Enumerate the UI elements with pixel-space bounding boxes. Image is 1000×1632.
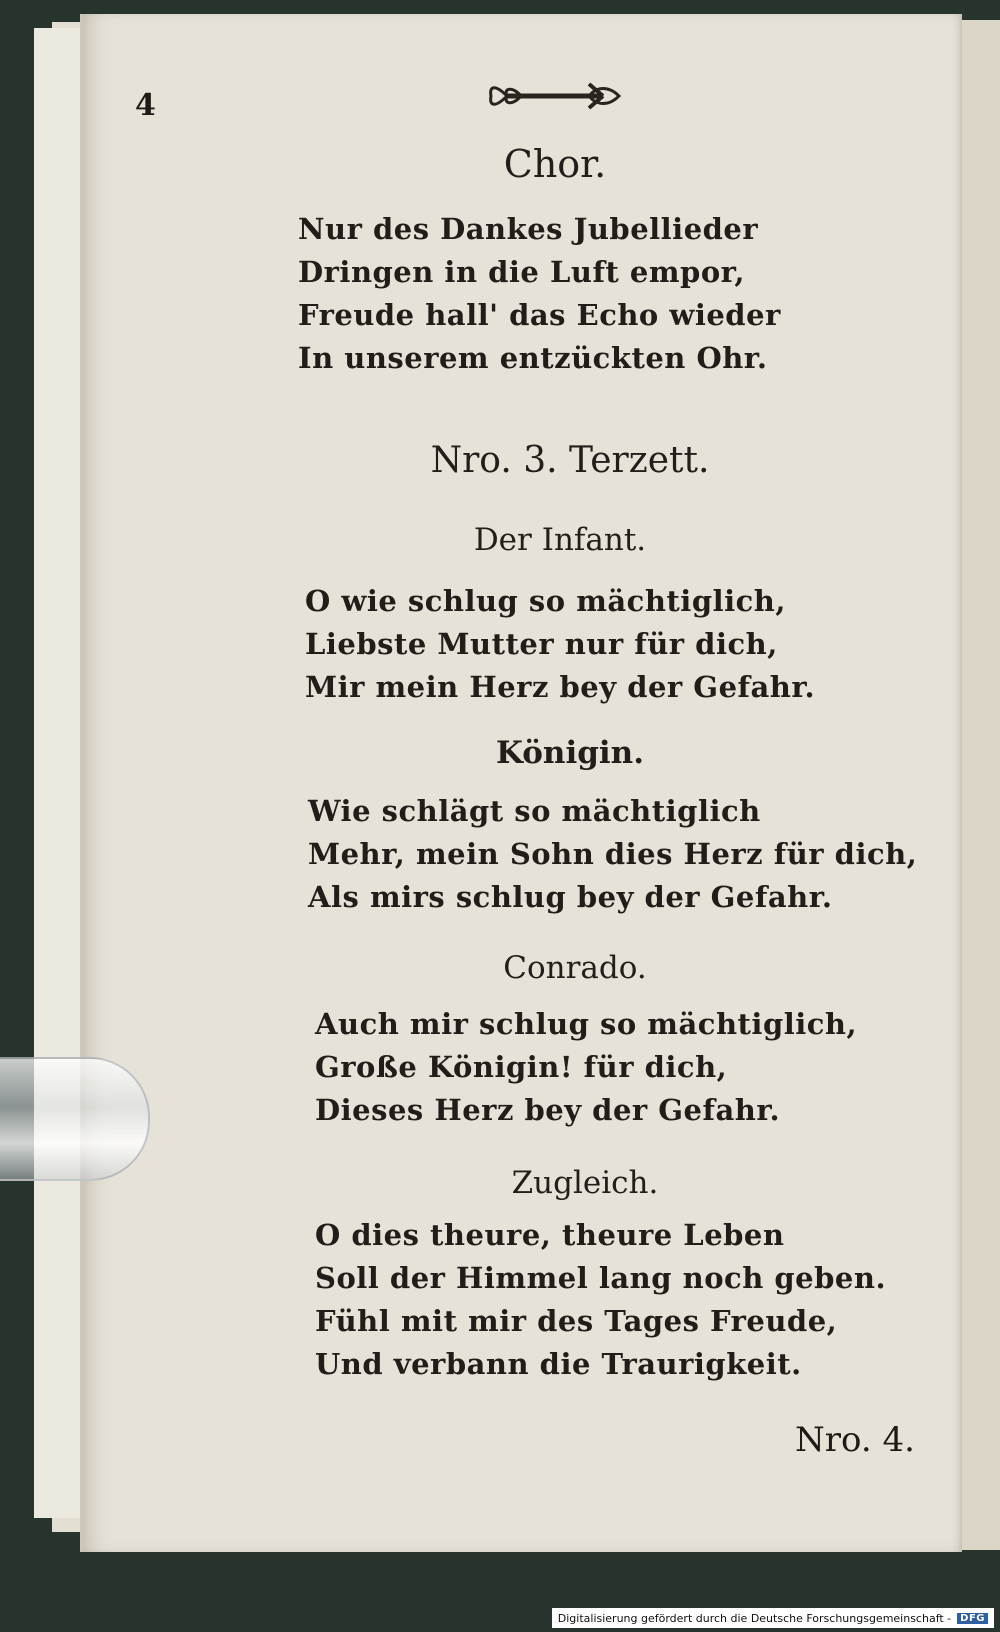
verse-line: Liebste Mutter nur für dich, xyxy=(305,627,778,661)
verse-line: Soll der Himmel lang noch geben. xyxy=(315,1261,887,1295)
verse-line: O dies theure, theure Leben xyxy=(315,1218,785,1252)
footer-text: Digitalisierung gefördert durch die Deutsche Forschungsgemeinschaft - xyxy=(557,1611,952,1625)
verse-line: Und verbann die Traurigkeit. xyxy=(315,1347,802,1381)
section-heading-zugleich: Zugleich. xyxy=(511,1165,659,1201)
verse-koenigin xyxy=(308,790,928,919)
page-clip xyxy=(0,1057,150,1181)
verse-line: Dringen in die Luft empor, xyxy=(298,255,745,289)
verse-line: Große Königin! für dich, xyxy=(315,1050,728,1084)
verse-line: Fühl mit mir des Tages Freude, xyxy=(315,1304,838,1338)
page-number: 4 xyxy=(135,88,156,123)
verse-line: Als mirs schlug bey der Gefahr. xyxy=(308,880,833,914)
verse-chor xyxy=(298,208,918,380)
verse-infant xyxy=(305,580,925,709)
section-heading-infant: Der Infant. xyxy=(473,522,647,558)
section-heading-koenigin: Königin. xyxy=(495,735,645,771)
verse-line: Mehr, mein Sohn dies Herz für dich, xyxy=(308,837,918,871)
verse-line: In unserem entzückten Ohr. xyxy=(298,341,768,375)
double-arrow-ornament-icon xyxy=(485,76,625,116)
verse-conrado xyxy=(315,1003,935,1132)
catchword: Nro. 4. xyxy=(795,1420,915,1460)
verse-line: Wie schlägt so mächtiglich xyxy=(308,794,761,828)
verse-line: Nur des Dankes Jubellieder xyxy=(298,212,759,246)
verse-line: Mir mein Herz bey der Gefahr. xyxy=(305,670,816,704)
section-heading-chor: Chor. xyxy=(503,142,607,186)
dfg-logo: DFG xyxy=(957,1613,988,1624)
verse-zugleich xyxy=(315,1214,935,1386)
section-heading-terzett: Nro. 3. Terzett. xyxy=(430,440,710,481)
verse-line: Auch mir schlug so mächtiglich, xyxy=(315,1007,858,1041)
verse-line: O wie schlug so mächtiglich, xyxy=(305,584,786,618)
digitization-footer xyxy=(552,1608,994,1628)
section-heading-conrado: Conrado. xyxy=(503,950,647,986)
facing-page-edge xyxy=(958,20,1000,1550)
verse-line: Freude hall' das Echo wieder xyxy=(298,298,781,332)
verse-line: Dieses Herz bey der Gefahr. xyxy=(315,1093,781,1127)
